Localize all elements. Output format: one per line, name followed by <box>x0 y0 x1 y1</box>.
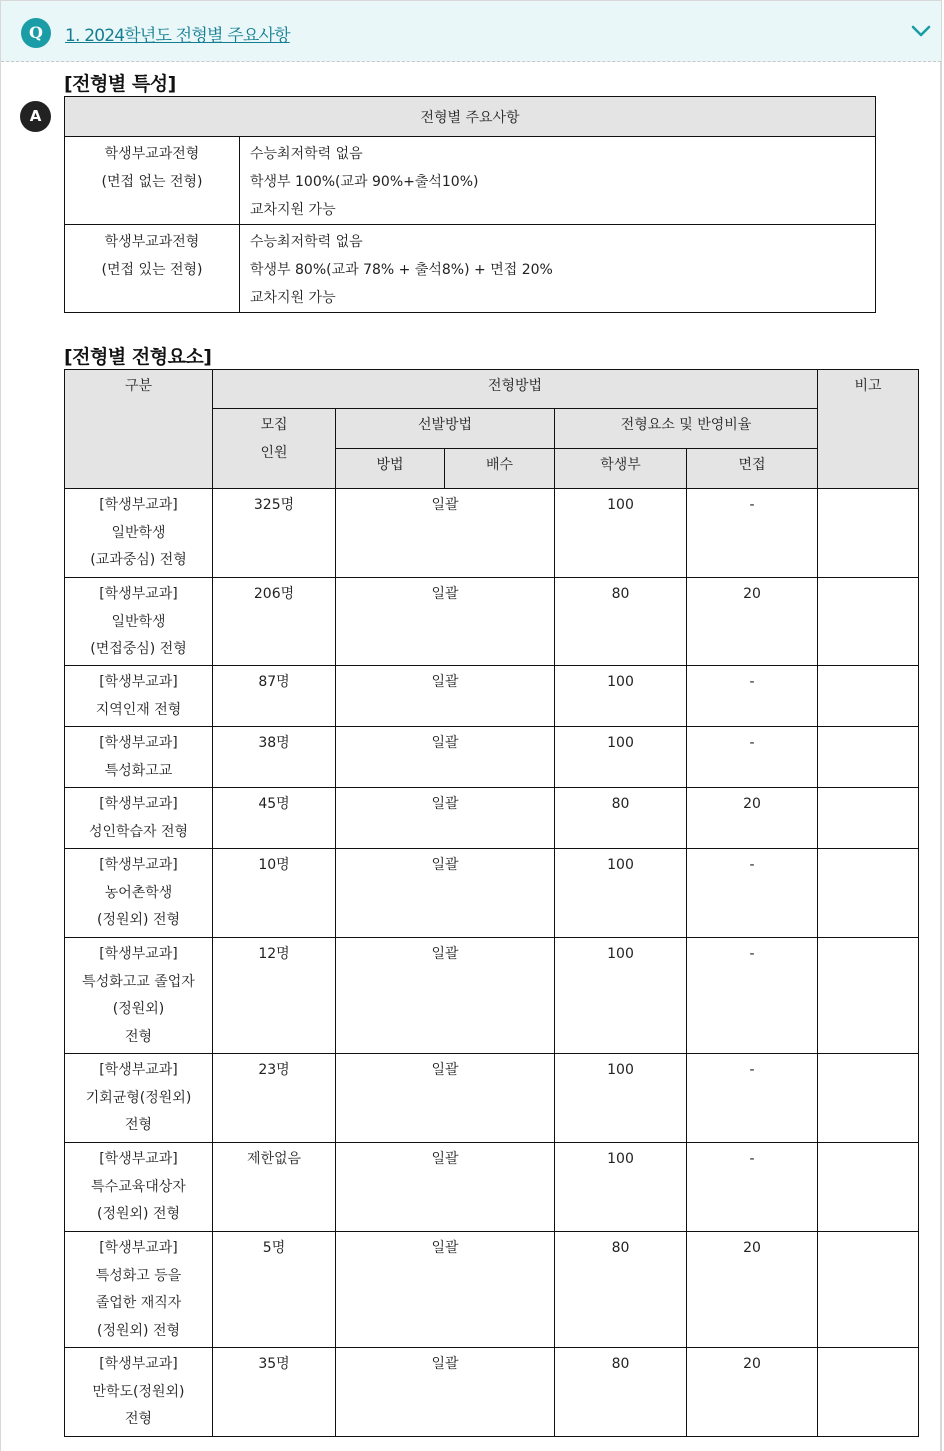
name-line: (정원외) 전형 <box>97 912 180 928</box>
record-ratio: 100 <box>555 938 687 1054</box>
name-line: [학생부교과] <box>99 857 178 873</box>
name-line: [학생부교과] <box>99 586 178 602</box>
name-line: 만학도(정원외) <box>92 1383 185 1400</box>
name-line: [학생부교과] <box>99 735 178 751</box>
record-ratio: 100 <box>555 666 687 727</box>
admission-details <box>240 225 876 313</box>
name-line: [학생부교과] <box>99 946 178 962</box>
interview-ratio: - <box>687 727 818 788</box>
section-title-characteristics: [전형별 특성] <box>64 73 176 95</box>
admission-name <box>65 1143 213 1232</box>
section-title-elements: [전형별 전형요소] <box>64 346 212 368</box>
admission-name <box>65 1054 213 1143</box>
characteristics-table <box>64 96 876 313</box>
record-ratio: 100 <box>555 489 687 578</box>
name-line: [학생부교과] <box>99 1151 178 1167</box>
admission-name <box>65 578 213 666</box>
interview-ratio: - <box>687 1143 818 1232</box>
header-remarks: 비고 <box>818 370 919 489</box>
selection-method: 일괄 <box>336 1232 555 1348</box>
table-row <box>65 1348 919 1437</box>
name-line: 전형 <box>124 1117 153 1133</box>
record-ratio: 100 <box>555 1054 687 1143</box>
record-ratio: 80 <box>555 788 687 849</box>
header-category: 구분 <box>65 370 213 489</box>
detail-line: 수능최저학력 없음 <box>250 146 363 162</box>
admission-type <box>65 137 240 225</box>
table-row <box>65 225 876 313</box>
table-row <box>65 788 919 849</box>
interview-ratio: 20 <box>687 578 818 666</box>
quota: 12명 <box>213 938 336 1054</box>
type-line: 학생부교과전형 <box>104 234 200 250</box>
admission-type <box>65 225 240 313</box>
name-line: 지역인재 전형 <box>95 701 182 718</box>
quota: 10명 <box>213 849 336 938</box>
remarks <box>818 938 919 1054</box>
name-line: 일반학생 <box>111 524 166 541</box>
table-row <box>65 727 919 788</box>
remarks <box>818 489 919 578</box>
remarks <box>818 788 919 849</box>
selection-method: 일괄 <box>336 1143 555 1232</box>
name-line: [학생부교과] <box>99 674 178 690</box>
interview-ratio: - <box>687 849 818 938</box>
header-interview: 면접 <box>687 449 818 489</box>
header-multiple: 배수 <box>445 449 555 489</box>
name-line: (정원외) 전형 <box>97 1206 180 1222</box>
selection-method: 일괄 <box>336 727 555 788</box>
remarks <box>818 727 919 788</box>
interview-ratio: - <box>687 1054 818 1143</box>
table-row <box>65 666 919 727</box>
table-header: 전형별 주요사항 <box>65 97 876 137</box>
record-ratio: 100 <box>555 1143 687 1232</box>
quota: 87명 <box>213 666 336 727</box>
name-line: 전형 <box>124 1411 153 1427</box>
quota: 325명 <box>213 489 336 578</box>
table-row <box>65 489 919 578</box>
quota-line: 모집 <box>260 417 288 433</box>
name-line: 전형 <box>124 1028 153 1045</box>
name-line: 특수교육대상자 <box>91 1178 186 1195</box>
name-line: [학생부교과] <box>99 1062 178 1078</box>
question-title-link[interactable]: 1. 2024학년도 전형별 주요사항 <box>65 26 290 46</box>
detail-line: 교차지원 가능 <box>250 290 336 306</box>
quota-line: 인원 <box>260 445 288 461</box>
quota: 35명 <box>213 1348 336 1437</box>
table-row <box>65 849 919 938</box>
remarks <box>818 578 919 666</box>
quota: 23명 <box>213 1054 336 1143</box>
remarks <box>818 1143 919 1232</box>
quota: 5명 <box>213 1232 336 1348</box>
quota: 38명 <box>213 727 336 788</box>
record-ratio: 80 <box>555 578 687 666</box>
admission-name <box>65 1348 213 1437</box>
interview-ratio: - <box>687 938 818 1054</box>
interview-ratio: - <box>687 666 818 727</box>
detail-line: 학생부 80%(교과 78% + 출석8%) + 면접 20% <box>250 262 553 278</box>
selection-method: 일괄 <box>336 788 555 849</box>
detail-line: 교차지원 가능 <box>250 202 336 218</box>
name-line: 기회균형(정원외) <box>85 1089 192 1106</box>
type-line: (면접 있는 전형) <box>101 262 203 278</box>
selection-method: 일괄 <box>336 578 555 666</box>
header-elements: 전형요소 및 반영비율 <box>555 409 818 449</box>
selection-method: 일괄 <box>336 849 555 938</box>
answer-badge: A <box>20 101 51 132</box>
type-line: (면접 없는 전형) <box>101 174 203 190</box>
header-quota <box>213 409 336 489</box>
record-ratio: 100 <box>555 727 687 788</box>
admission-name <box>65 1232 213 1348</box>
selection-method: 일괄 <box>336 938 555 1054</box>
remarks <box>818 1054 919 1143</box>
name-line: (면접중심) 전형 <box>90 641 187 657</box>
table-row <box>65 578 919 666</box>
record-ratio: 80 <box>555 1348 687 1437</box>
header-how: 방법 <box>336 449 445 489</box>
detail-line: 학생부 100%(교과 90%+출석10%) <box>250 174 479 190</box>
name-line: (교과중심) 전형 <box>90 552 187 568</box>
name-line: 졸업한 재직자 <box>95 1295 182 1311</box>
admission-name <box>65 489 213 578</box>
selection-method: 일괄 <box>336 1054 555 1143</box>
name-line: [학생부교과] <box>99 1240 178 1256</box>
name-line: 특성화고교 <box>104 762 173 779</box>
name-line: (정원외) <box>112 1001 165 1017</box>
admission-details <box>240 137 876 225</box>
selection-method: 일괄 <box>336 666 555 727</box>
header-record: 학생부 <box>555 449 687 489</box>
remarks <box>818 666 919 727</box>
faq-question-header[interactable] <box>1 1 941 62</box>
quota: 45명 <box>213 788 336 849</box>
chevron-down-icon[interactable] <box>910 23 932 39</box>
table-row <box>65 137 876 225</box>
record-ratio: 100 <box>555 849 687 938</box>
table-row <box>65 1143 919 1232</box>
admission-name <box>65 938 213 1054</box>
name-line: 일반학생 <box>111 613 166 630</box>
interview-ratio: 20 <box>687 1232 818 1348</box>
selection-method: 일괄 <box>336 489 555 578</box>
selection-method: 일괄 <box>336 1348 555 1437</box>
table-row <box>65 1232 919 1348</box>
admission-name <box>65 849 213 938</box>
admission-name <box>65 727 213 788</box>
name-line: [학생부교과] <box>99 1356 178 1372</box>
interview-ratio: - <box>687 489 818 578</box>
interview-ratio: 20 <box>687 1348 818 1437</box>
name-line: 농어촌학생 <box>104 884 173 901</box>
name-line: 특성화고교 졸업자 <box>82 973 195 990</box>
type-line: 학생부교과전형 <box>104 146 200 162</box>
record-ratio: 80 <box>555 1232 687 1348</box>
quota: 제한없음 <box>213 1143 336 1232</box>
table-row <box>65 1054 919 1143</box>
name-line: 특성화고 등을 <box>95 1267 182 1284</box>
detail-line: 수능최저학력 없음 <box>250 234 363 250</box>
name-line: 성인학습자 전형 <box>88 823 189 840</box>
table-row <box>65 938 919 1054</box>
quota: 206명 <box>213 578 336 666</box>
admission-name <box>65 788 213 849</box>
header-selection: 선발방법 <box>336 409 555 449</box>
remarks <box>818 1232 919 1348</box>
name-line: [학생부교과] <box>99 796 178 812</box>
remarks <box>818 849 919 938</box>
name-line: [학생부교과] <box>99 497 178 513</box>
name-line: (정원외) 전형 <box>97 1322 180 1339</box>
question-badge: Q <box>21 18 51 48</box>
elements-table <box>64 369 919 1437</box>
remarks <box>818 1348 919 1437</box>
interview-ratio: 20 <box>687 788 818 849</box>
header-method: 전형방법 <box>213 370 818 409</box>
admission-name <box>65 666 213 727</box>
